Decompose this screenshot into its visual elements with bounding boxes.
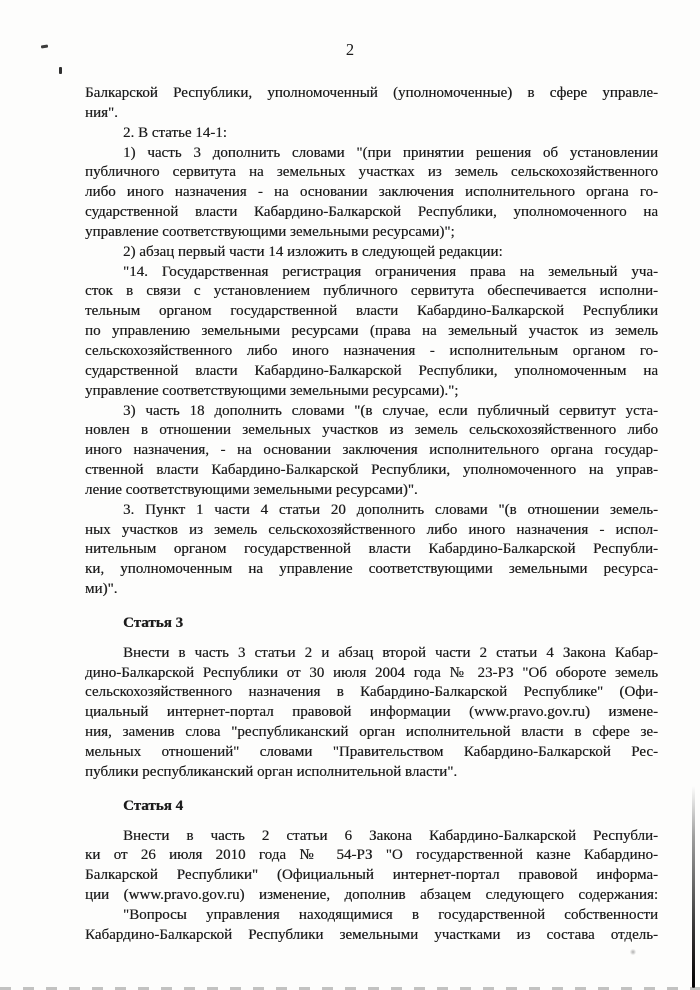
text-line: Балкарской Республики" (Официальный интернет-портал правовой информа- xyxy=(85,867,658,884)
text-line: 3. Пункт 1 части 4 статьи 20 дополнить словами "(в отношении земель- xyxy=(123,501,658,518)
document-text xyxy=(85,84,658,946)
paragraph xyxy=(85,402,658,501)
text-line: дино-Балкарской Республики от 30 июля 2004 года № 23-РЗ "Об обороте земель xyxy=(85,664,658,681)
section-heading xyxy=(85,797,658,817)
text-line: сельскохозяйственного назначения в Кабардино-Балкарской Республике" (Офи- xyxy=(85,684,658,701)
text-line: 2. В статье 14-1: xyxy=(123,124,227,141)
scan-artifact-dot xyxy=(630,949,636,955)
text-line: "14. Государственная регистрация ограничения права на земельный уча- xyxy=(123,263,658,280)
scan-artifact-edge-line xyxy=(692,786,695,988)
text-line: Внести в часть 3 статьи 2 и абзац второй части 2 статьи 4 Закона Кабар- xyxy=(123,644,658,661)
text-line: Балкарской Республики, уполномоченный (уполномоченные) в сфере управле- xyxy=(85,85,658,101)
section-heading xyxy=(85,614,658,634)
text-line: публичного сервитута на земельных участках из земель сельскохозяйственного xyxy=(85,164,658,181)
text-line: сударственной власти Кабардино-Балкарской Республики, уполномоченным на xyxy=(85,362,658,379)
paragraph xyxy=(85,144,658,243)
text-line: ных участков из земель сельскохозяйственного либо иного назначения - испол- xyxy=(85,521,658,538)
text-line: "Вопросы управления находящимися в государственной собственности xyxy=(123,906,658,923)
text-line: циальный интернет-портал правовой информации (www.pravo.gov.ru) измене- xyxy=(85,704,658,721)
text-line: ственной власти Кабардино-Балкарской Республики, уполномоченного на управ- xyxy=(85,462,658,479)
text-line: сток в связи с установлением публичного сервитута обеспечивается исполни- xyxy=(85,283,658,300)
text-line: управление соответствующими земельными ресурсами)"; xyxy=(85,223,455,240)
text-line: 1) часть 3 дополнить словами "(при принятии решения об установлении xyxy=(123,144,658,161)
text-line: публики республиканский орган исполнительной власти". xyxy=(85,763,458,780)
paragraph xyxy=(85,501,658,600)
text-line: ния". xyxy=(85,104,118,121)
text-line: либо иного назначения - на основании заключения исполнительного органа го- xyxy=(85,184,658,201)
text-line: сударственной власти Кабардино-Балкарской Республики, уполномоченного на xyxy=(85,204,658,221)
paragraph xyxy=(85,243,658,263)
text-line: Внести в часть 2 статьи 6 Закона Кабардино-Балкарской Республи- xyxy=(123,827,658,844)
text-line: ки от 26 июля 2010 года № 54-РЗ "О государственной казне Кабардино- xyxy=(85,847,658,864)
text-line: Статья 4 xyxy=(123,797,183,814)
paragraph xyxy=(85,124,658,144)
page-number: 2 xyxy=(345,40,355,59)
text-line: нительным органом государственной власти Кабардино-Балкарской Республи- xyxy=(85,541,658,558)
text-line: Кабардино-Балкарской Республики земельными участками из состава отдель- xyxy=(85,926,658,943)
text-line: ми)". xyxy=(85,581,118,598)
text-line: ки, уполномоченным на управление соответствующими земельными ресурса- xyxy=(85,561,658,578)
paragraph xyxy=(85,84,658,124)
scan-artifact-tick xyxy=(59,67,62,74)
paragraph xyxy=(85,827,658,946)
paragraph xyxy=(85,263,658,402)
text-line: иного назначения, - на основании заключения исполнительного органа государ- xyxy=(85,442,658,459)
text-line: ление соответствующими земельными ресурсами)". xyxy=(85,481,418,498)
text-line: новлен в отношении земельных участков из земель сельскохозяйственного либо xyxy=(85,422,658,439)
text-line: ции (www.pravo.gov.ru) изменение, дополнив абзацем следующего содержания: xyxy=(85,887,658,904)
text-line: Статья 3 xyxy=(123,614,183,631)
text-line: тельным органом государственной власти Кабардино-Балкарской Республики xyxy=(85,303,658,320)
text-line: мельных отношений" словами "Правительством Кабардино-Балкарской Рес- xyxy=(85,744,658,760)
text-line: 3) часть 18 дополнить словами "(в случае, если публичный сервитут уста- xyxy=(123,402,658,419)
text-line: управление соответствующими земельными ресурсами)."; xyxy=(85,382,459,399)
text-line: 2) абзац первый части 14 изложить в следующей редакции: xyxy=(123,243,503,260)
paragraph xyxy=(85,644,658,783)
text-line: сельскохозяйственного либо иного назначения - исполнительным органом го- xyxy=(85,342,658,359)
text-line: по управлению земельными ресурсами (права на земельный участок из земель xyxy=(85,323,658,340)
text-line: ния, заменив слова "республиканский орган исполнительной власти в сфере зе- xyxy=(85,724,658,741)
